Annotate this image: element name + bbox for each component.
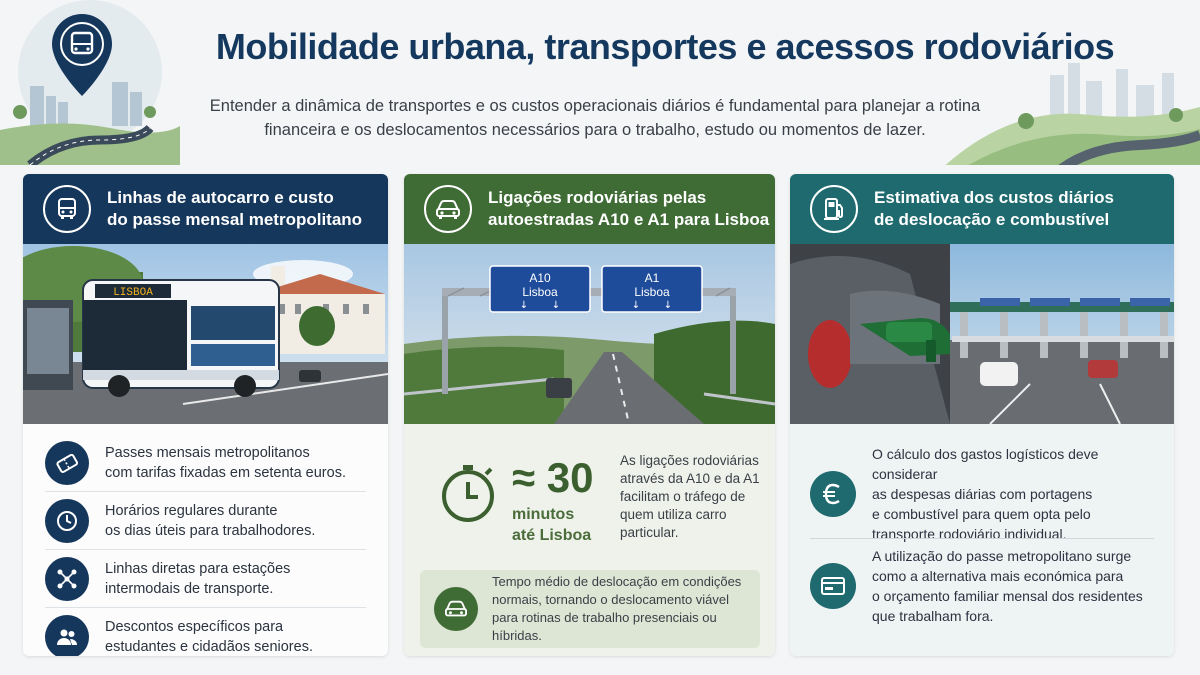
bus-feature-list — [23, 424, 388, 656]
panel-header — [23, 174, 388, 244]
network-icon — [45, 557, 89, 601]
panel-title: Linhas de autocarro e custo do passe mensal metropolitano — [107, 188, 363, 229]
svg-text:↓: ↓ — [551, 300, 561, 311]
page-title: Mobilidade urbana, transportes e acessos rodoviários — [215, 26, 1115, 67]
clock-icon — [45, 499, 89, 543]
svg-text:Lisboa: Lisboa — [522, 285, 558, 299]
travel-time-value: ≈ 30 — [512, 454, 594, 501]
svg-text:↓: ↓ — [631, 300, 641, 311]
panel-daily-costs — [790, 174, 1174, 656]
panel-header — [404, 174, 775, 244]
bus-destination-sign: LISBOA — [113, 287, 153, 299]
car-icon — [424, 185, 472, 233]
highway-sign-a10 — [490, 266, 590, 312]
panel-highways — [404, 174, 775, 656]
page-header — [0, 0, 1200, 165]
panel-title: Estimativa dos custos diários de deslocação e combustível — [874, 188, 1114, 229]
svg-text:↓: ↓ — [519, 300, 529, 311]
bus-photo — [23, 244, 388, 424]
stopwatch-icon — [438, 460, 502, 529]
travel-time-section — [404, 424, 775, 656]
travel-time-note: Tempo médio de deslocação em condições normais, tornando o deslocamento viável para rotinas de trabalho presenciais ou híbridas. — [420, 570, 760, 648]
svg-text:↓: ↓ — [663, 300, 673, 311]
divider — [810, 538, 1154, 539]
panel-header — [790, 174, 1174, 244]
svg-text:A10: A10 — [529, 271, 551, 285]
page-subtitle: Entender a dinâmica de transportes e os custos operacionais diários é fundamental para planejar a rotina financeira e os deslocamentos necessários para o trabalho, estudo ou momentos de lazer. — [209, 97, 981, 139]
car-icon — [434, 587, 478, 631]
svg-text:A1: A1 — [644, 271, 660, 285]
list-item: Linhas diretas para estações intermodais de transporte. — [45, 550, 366, 608]
cost-info-section — [790, 424, 1174, 656]
list-item: O cálculo dos gastos logísticos deve considerar as despesas diárias com portagens e combustível para quem opta pelo transporte rodoviário individual. — [810, 444, 1160, 544]
panel-bus-lines — [23, 174, 388, 656]
travel-time-unit: minutos até Lisboa — [512, 506, 592, 544]
list-item: Descontos específicos para estudantes e cidadãos seniores. — [45, 608, 366, 656]
users-icon — [45, 615, 89, 656]
fuel-toll-photo — [790, 244, 1174, 424]
panel-title: Ligações rodoviárias pelas autoestradas A10 e A1 para Lisboa — [488, 188, 770, 229]
highway-sign-a1 — [602, 266, 702, 312]
card-icon — [810, 563, 856, 609]
euro-icon — [810, 471, 856, 517]
bus-icon — [43, 185, 91, 233]
city-pin-illustration — [0, 0, 180, 165]
ticket-icon — [45, 441, 89, 485]
fuel-pump-icon — [810, 185, 858, 233]
highway-description: As ligações rodoviárias através da A10 e da A1 facilitam o tráfego de quem utiliza carro particular. — [620, 453, 760, 540]
list-item: Passes mensais metropolitanos com tarifas fixadas em setenta euros. — [45, 434, 366, 492]
list-item: Horários regulares durante os dias úteis para trabalhodores. — [45, 492, 366, 550]
list-item: A utilização do passe metropolitano surge como a alternativa mais económica para o orçamento familiar mensal dos residentes que trabalham fora. — [810, 546, 1160, 626]
highway-photo — [404, 244, 775, 424]
svg-text:Lisboa: Lisboa — [634, 285, 670, 299]
